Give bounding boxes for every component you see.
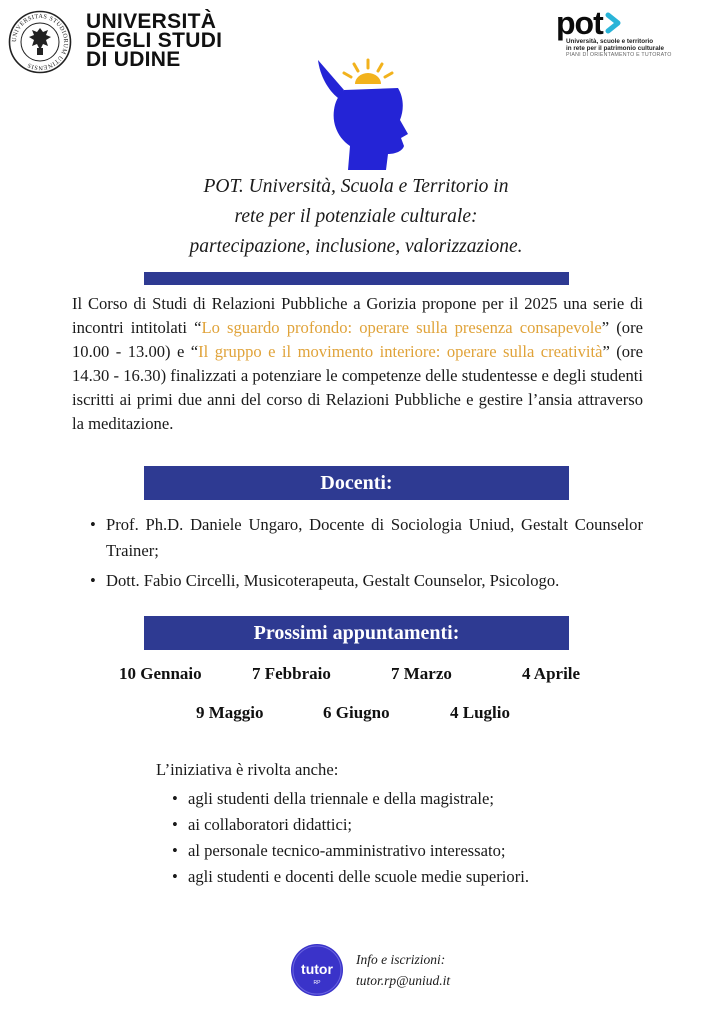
university-line-1: UNIVERSITÀ — [86, 10, 217, 33]
contact-email-link[interactable]: tutor.rp@uniud.it — [356, 973, 451, 988]
university-name — [86, 12, 222, 69]
date-item: 4 Luglio — [450, 703, 510, 722]
audience-item: • al personale tecnico-amministrativo interessato; — [172, 838, 529, 864]
audience-item: • agli studenti della triennale e della magistrale; — [172, 786, 529, 812]
seal-text: UNIVERSITAS STUDIORUM UTINENSIS — [10, 12, 70, 72]
intro-highlight-1: Lo sguardo profondo: operare sulla presenza consapevole — [201, 318, 602, 337]
university-seal-icon — [8, 10, 72, 74]
pot-tagline-1: Università, scuole e territorio — [566, 38, 654, 45]
docente-item: • Prof. Ph.D. Daniele Ungaro, Docente di Sociologia Uniud, Gestalt Counselor Trainer; — [88, 512, 643, 564]
title-line-3: partecipazione, inclusione, valorizzazione. — [189, 236, 523, 257]
info-label: Info e iscrizioni: — [356, 952, 446, 967]
intro-paragraph — [72, 292, 643, 436]
university-line-3: DI UDINE — [86, 48, 181, 71]
pot-wordmark-text: pot — [556, 5, 603, 41]
university-line-2: DEGLI STUDI — [86, 29, 223, 52]
pot-tagline-2: in rete per il patrimonio culturale — [566, 45, 664, 52]
pot-tagline-3: PIANI DI ORIENTAMENTO E TUTORATO — [566, 52, 672, 58]
intro-text-2: ” (ore 10.00 - 13.00) e “ — [72, 318, 643, 361]
intro-text-3: ” (ore 14.30 - 16.30) finalizzati a potenziare le competenze delle studentesse e degli studenti iscritti ai primi due anni del corso di Relazioni Pubbliche e gestire l’ansia attraverso la meditazione. — [72, 342, 643, 433]
tutor-badge-icon — [290, 943, 344, 997]
appuntamenti-heading: Prossimi appuntamenti: — [144, 616, 569, 650]
audience-item: • ai collaboratori didattici; — [172, 812, 529, 838]
title-line-2: rete per il potenziale culturale: — [234, 206, 478, 227]
date-item: 6 Giugno — [323, 703, 390, 722]
date-item: 4 Aprile — [522, 664, 581, 683]
intro-text-1: Il Corso di Studi di Relazioni Pubbliche a Gorizia propone per il 2025 una serie di incontri intitolati “ — [72, 294, 643, 337]
title-line-1: POT. Università, Scuola e Territorio in — [203, 176, 509, 197]
tutor-badge-sub: RP — [313, 980, 321, 986]
audience-item: • agli studenti e docenti delle scuole medie superiori. — [172, 864, 529, 890]
intro-highlight-2: Il gruppo e il movimento interiore: operare sulla creatività — [198, 342, 603, 361]
audience-intro: L’iniziativa è rivolta anche: — [156, 760, 339, 779]
date-item: 7 Marzo — [391, 664, 452, 683]
date-item: 10 Gennaio — [119, 664, 202, 683]
docenti-heading: Docenti: — [144, 466, 569, 500]
pot-logo — [556, 5, 674, 59]
date-item: 7 Febbraio — [252, 664, 331, 683]
docenti-list — [88, 512, 643, 598]
docente-item: • Dott. Fabio Circelli, Musicoterapeuta, Gestalt Counselor, Psicologo. — [88, 568, 643, 594]
title-underline-bar — [144, 272, 569, 285]
event-title — [130, 172, 582, 262]
head-with-sun-icon — [298, 54, 420, 174]
audience-list — [172, 786, 529, 890]
pot-wordmark — [556, 5, 674, 41]
pot-arrow-icon — [604, 12, 624, 34]
tutor-badge-text: tutor — [301, 961, 333, 977]
date-item: 9 Maggio — [196, 703, 264, 722]
